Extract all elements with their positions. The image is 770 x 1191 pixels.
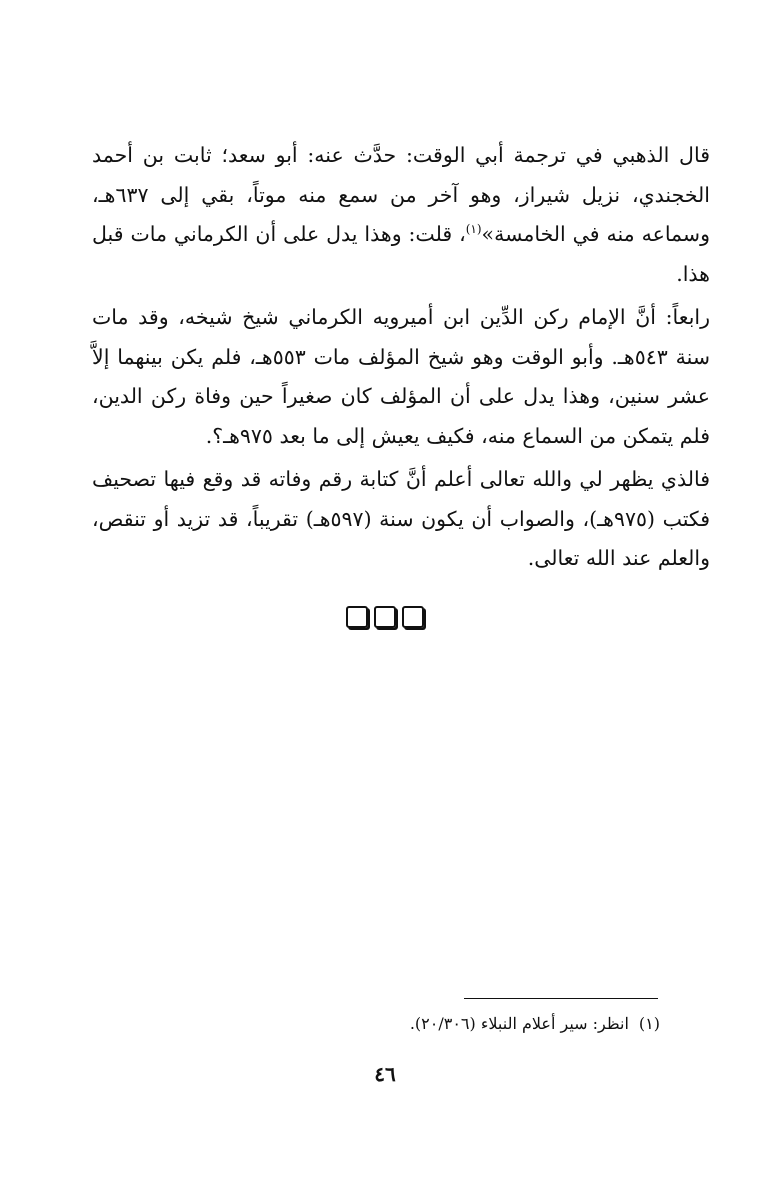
square-ornament-icon: [402, 606, 424, 628]
footnote-reference[interactable]: (١): [465, 222, 482, 237]
main-text: [92, 136, 710, 583]
paragraph-3: فالذي يظهر لي والله تعالى أعلم أنَّ كتابة رقم وفاته قد وقع فيها تصحيف فكتب (٩٧٥هـ)، والصواب أن يكون سنة (٥٩٧هـ) تقريباً، قد تزيد أو تنقص، والعلم عند الله تعالى.: [92, 467, 711, 570]
footnote-number: (١): [638, 1014, 660, 1033]
page-number: ٤٦: [374, 1062, 396, 1086]
paragraph-2: رابعاً: أنَّ الإمام ركن الدِّين ابن أميرويه الكرماني شيخ شيخه، وقد مات سنة ٥٤٣هـ. وأبو الوقت وهو شيخ المؤلف مات ٥٥٣هـ، فلم يكن بينهما إلاَّ عشر سنين، وهذا يدل على أن المؤلف كان صغيراً حين وفاة ركن الدين، فلم يتمكن من السماع منه، فكيف يعيش إلى ما بعد ٩٧٥هـ؟.: [92, 305, 710, 448]
footnote-divider: [464, 998, 658, 999]
footnote-text: انظر: سير أعلام النبلاء (٢٠/٣٠٦).: [409, 1014, 629, 1033]
section-end-ornament: [0, 606, 770, 628]
paragraph-1-tail: ، قلت: وهذا يدل على أن الكرماني مات قبل هذا.: [92, 222, 710, 286]
paragraph-1-text: قال الذهبي في ترجمة أبي الوقت: حدَّث عنه: أبو سعد؛ ثابت بن أحمد الخجندي، نزيل شيراز، وهو آخر من سمع منه موتاً، بقي إلى ٦٣٧هـ، وسماعه منه في الخامسة»: [92, 143, 710, 246]
square-ornament-icon: [346, 606, 368, 628]
paragraph-1: [92, 136, 710, 294]
square-ornament-icon: [374, 606, 396, 628]
footnote: [100, 1010, 660, 1038]
